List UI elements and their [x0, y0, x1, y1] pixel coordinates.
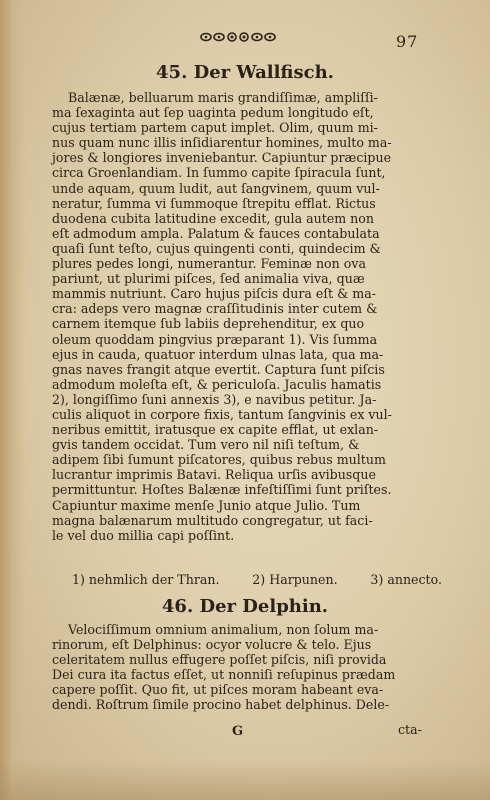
footnote-1: 1) nehmlich der Thran. — [72, 572, 220, 587]
text-line: adipem ſibi ſumunt piſcatores, quibus rebus multum — [52, 452, 386, 468]
section-heading-delphin: 46. Der Delphin. — [161, 596, 329, 617]
text-line: ma ſexaginta aut ſep uaginta pedum longitudo eſt, — [52, 105, 374, 121]
text-line: cra: adeps vero magnæ craſſitudinis inter cutem & — [52, 301, 378, 317]
section-body-wallfisch — [52, 90, 436, 543]
text-line: 2), longiſſimo ſuni annexis 3), e navibus petitur. Ja- — [52, 391, 377, 407]
text-line: mammis nutriunt. Caro hujus piſcis dura eſt & ma- — [52, 286, 377, 302]
text-line: jores & longiores inveniebantur. Capiuntur præcipue — [52, 150, 392, 166]
text-line: neratur, ſumma vi ſummoque ſtrepitu efflat. Rictus — [52, 195, 376, 211]
text-line: magna balænarum multitudo congregatur, ut faci- — [52, 512, 373, 528]
text-line: circa Groenlandiam. In ſummo capite ſpiracula ſunt, — [52, 165, 386, 181]
text-line: eſt admodum ampla. Palatum & fauces contabulata — [52, 225, 380, 241]
section-body-delphin — [52, 622, 436, 713]
text-line: permittuntur. Hoſtes Balænæ infeſtiſſimi ſunt priſtes. — [52, 482, 392, 498]
text-line: ejus in cauda, quatuor interdum ulnas lata, qua ma- — [52, 346, 384, 362]
text-line: quaſi ſunt teſto, cujus quingenti conti, quindecim & — [52, 240, 381, 256]
text-line: nus quam nunc illis inſidiarentur homines, multo ma- — [52, 135, 392, 151]
page-edge-shadow — [0, 0, 26, 800]
text-line: celeritatem nullus effugere poſſet piſcis, niſi provida — [52, 652, 387, 668]
text-line: le vel duo millia capi poſſint. — [52, 527, 235, 543]
text-line: Velociſſimum omnium animalium, non ſolum ma- — [68, 622, 379, 637]
text-line: cujus tertiam partem caput implet. Olim, quum mi- — [52, 120, 378, 136]
text-line: plures pedes longi, numerantur. Feminæ non ova — [52, 256, 366, 272]
page-bottom-shadow — [0, 760, 490, 800]
text-line: dendi. Roſtrum ſimile procino habet delphinus. Dele- — [52, 697, 390, 713]
text-line: admodum moleſta eſt, & periculoſa. Jaculis hamatis — [52, 376, 382, 392]
text-line: Dei cura ita factus eſſet, ut nonniſi reſupinus prædam — [52, 667, 396, 683]
text-line: Balænæ, belluarum maris grandiſſimæ, ampliſſi- — [68, 90, 378, 105]
text-line: rinorum, eſt Delphinus: ocyor volucre & telo. Ejus — [52, 637, 372, 653]
text-line: duodena cubita latitudine excedit, gula autem non — [52, 210, 374, 226]
text-line: Capiuntur maxime menſe Junio atque Julio. Tum — [52, 497, 361, 513]
text-line: lucrantur imprimis Batavi. Reliqua urſis avibusque — [52, 467, 376, 483]
section-heading-wallfisch: 45. Der Wallfisch. — [156, 62, 334, 83]
text-line: gnas naves frangit atque evertit. Captura ſunt piſcis — [52, 361, 385, 377]
text-line: neribus emittit, iratusque ex capite efflat, ut exlan- — [52, 422, 379, 438]
text-line: culis aliquot in corpore fixis, tantum ſangvinis ex vul- — [52, 406, 392, 422]
text-line: pariunt, ut plurimi piſces, ſed animalia viva, quæ — [52, 271, 365, 287]
footnotes — [72, 572, 442, 587]
signature-mark: G — [232, 724, 244, 739]
page-number: 97 — [396, 32, 419, 51]
text-line: gvis tandem occidat. Tum vero nil niſi teſtum, & — [52, 437, 360, 453]
footnote-2: 2) Harpunen. — [252, 572, 338, 587]
text-line: carnem itemque ſub labiis deprehenditur, ex quo — [52, 316, 365, 332]
text-line: unde aquam, quum ludit, aut ſangvinem, quum vul- — [52, 180, 380, 196]
footnote-3: 3) annecto. — [370, 572, 442, 587]
catchword: cta- — [398, 722, 422, 737]
printer-ornament-icon — [198, 30, 278, 44]
text-line: capere poſſit. Quo fit, ut piſces moram habeant eva- — [52, 682, 384, 698]
text-line: oleum quoddam pingvius præparant 1). Vis ſumma — [52, 331, 378, 347]
